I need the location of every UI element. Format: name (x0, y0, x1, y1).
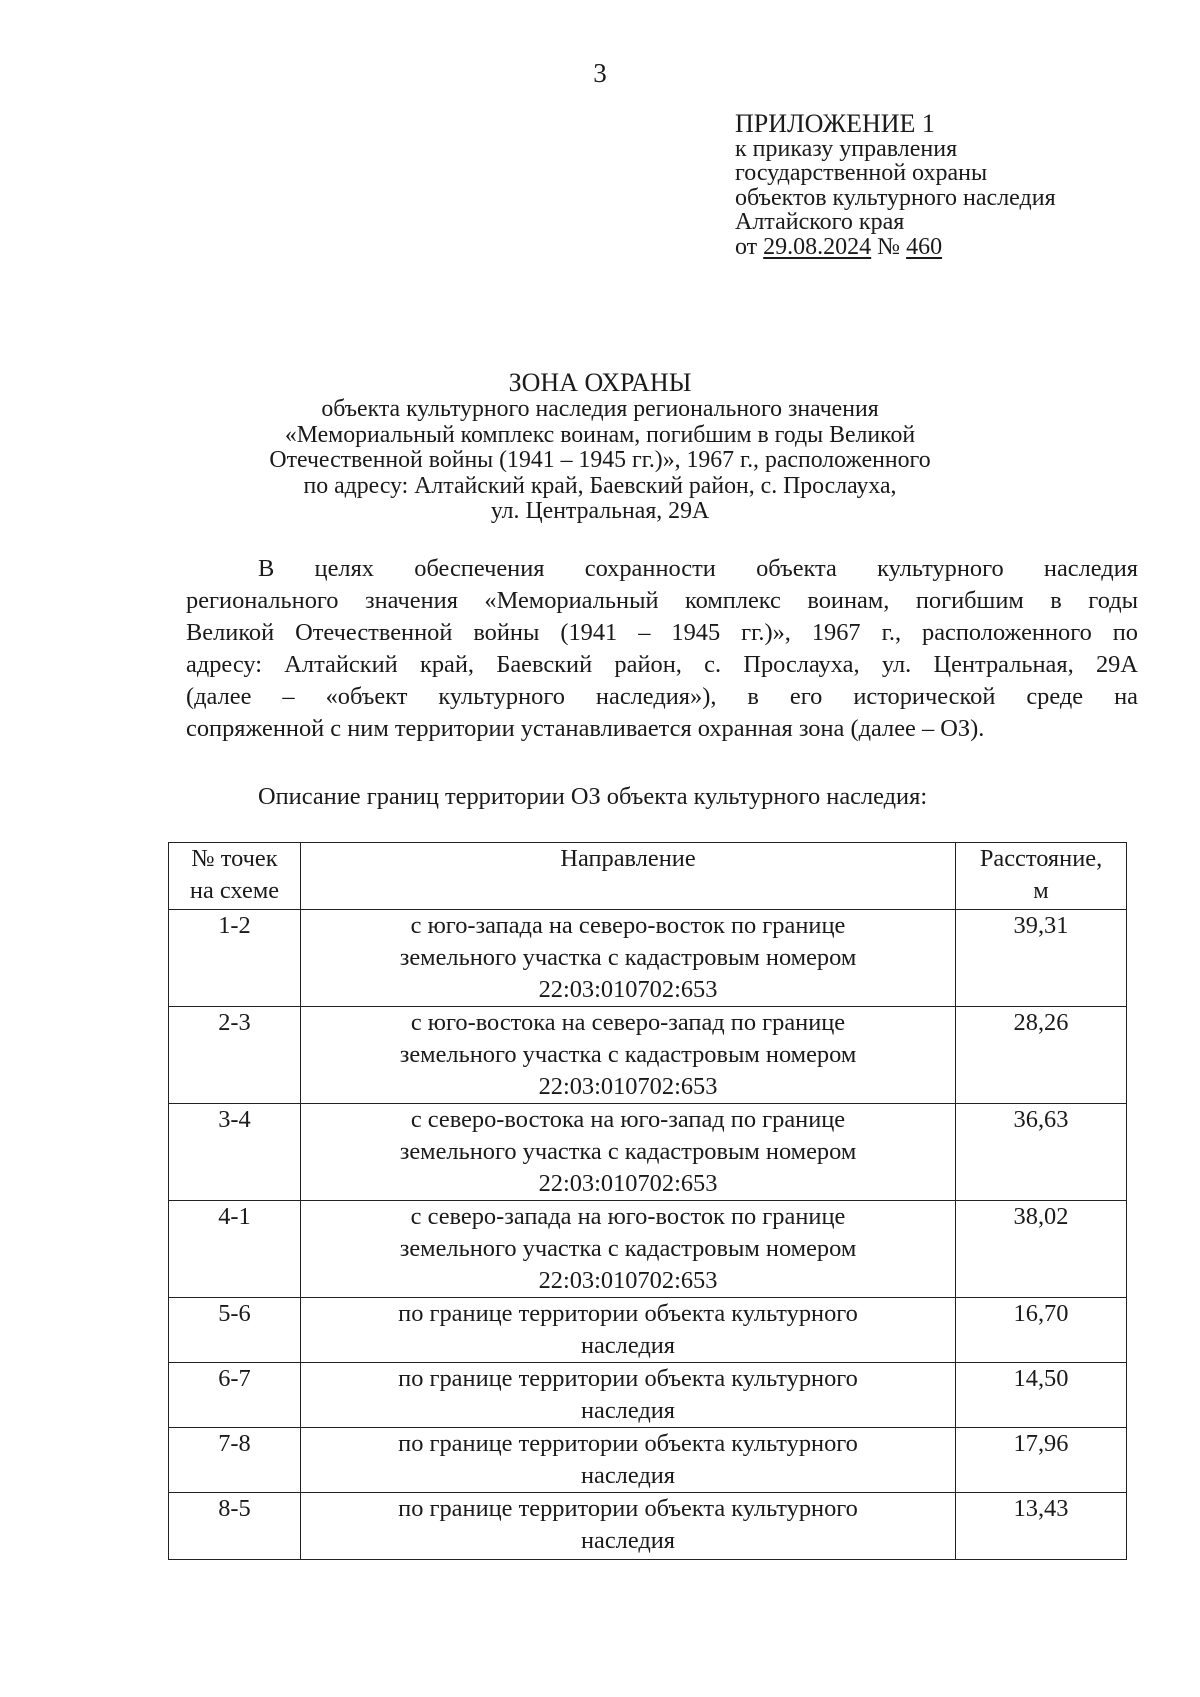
header-distance (956, 843, 1127, 910)
cell-distance: 28,26 (956, 1007, 1127, 1104)
cell-points: 3-4 (169, 1104, 301, 1201)
paragraph-line: регионального значения «Мемориальный комплекс воинам, погибшим в годы (186, 587, 1138, 614)
order-number: 460 (906, 233, 943, 260)
header-distance-line1: Расстояние, (979, 845, 1103, 872)
table-row (169, 1493, 1127, 1560)
cell-distance: 16,70 (956, 1298, 1127, 1363)
header-points-line2: на схеме (189, 877, 280, 904)
appendix-line: к приказу управления (735, 135, 958, 162)
table-caption: Описание границ территории ОЗ объекта культурного наследия: (258, 783, 928, 810)
cell-points: 5-6 (169, 1298, 301, 1363)
cell-direction: с юго-запада на северо-восток по границе земельного участка с кадастровым номером 22:03:010702:653 (301, 910, 956, 1007)
paragraph-line: сопряженной с ним территории устанавливается охранная зона (далее – ОЗ). (186, 715, 985, 742)
cell-direction: по границе территории объекта культурного наследия (301, 1493, 956, 1560)
appendix-line: государственной охраны (735, 160, 988, 186)
cell-direction: по границе территории объекта культурного наследия (301, 1428, 956, 1493)
table-row (169, 910, 1127, 1007)
header-points (169, 843, 301, 910)
table-row (169, 1007, 1127, 1104)
order-date: 29.08.2024 (763, 233, 872, 260)
body-paragraph (186, 553, 1138, 745)
zone-subtitle-line: ул. Центральная, 29А (490, 498, 710, 525)
cell-points: 8-5 (169, 1493, 301, 1560)
zone-subtitle-line: по адресу: Алтайский край, Баевский район, с. Прослауха, (303, 472, 897, 499)
zone-subtitle-line: Отечественной войны (1941 – 1945 гг.)», 1967 г., расположенного (269, 447, 931, 474)
table-row (169, 1104, 1127, 1201)
order-date-line (735, 235, 1175, 260)
table-row (169, 1428, 1127, 1493)
cell-points: 7-8 (169, 1428, 301, 1493)
cell-distance: 38,02 (956, 1201, 1127, 1298)
cell-direction: с северо-востока на юго-запад по границе земельного участка с кадастровым номером 22:03:010702:653 (301, 1104, 956, 1201)
zone-title: ЗОНА ОХРАНЫ (508, 368, 692, 397)
cell-distance: 39,31 (956, 910, 1127, 1007)
table-header-row (169, 843, 1127, 910)
header-direction: Направление (301, 843, 956, 910)
number-sign: № (871, 233, 907, 260)
cell-distance: 14,50 (956, 1363, 1127, 1428)
cell-distance: 17,96 (956, 1428, 1127, 1493)
table-row (169, 1363, 1127, 1428)
cell-points: 2-3 (169, 1007, 301, 1104)
cell-direction: по границе территории объекта культурного наследия (301, 1363, 956, 1428)
cell-direction: с юго-востока на северо-запад по границе земельного участка с кадастровым номером 22:03:010702:653 (301, 1007, 956, 1104)
zone-subtitle-line: объекта культурного наследия регионального значения (321, 396, 879, 422)
table-row (169, 1298, 1127, 1363)
cell-distance: 13,43 (956, 1493, 1127, 1560)
boundary-table (168, 842, 1127, 1560)
cell-points: 1-2 (169, 910, 301, 1007)
paragraph-line: адресу: Алтайский край, Баевский район, с. Прослауха, ул. Центральная, 29А (186, 651, 1138, 678)
zone-subtitle-line: «Мемориальный комплекс воинам, погибшим в годы Великой (284, 421, 916, 448)
cell-points: 4-1 (169, 1201, 301, 1298)
paragraph-line: (далее – «объект культурного наследия»), в его исторической среде на (186, 683, 1138, 710)
appendix-line: Алтайского края (735, 209, 905, 235)
cell-distance: 36,63 (956, 1104, 1127, 1201)
cell-points: 6-7 (169, 1363, 301, 1428)
zone-subtitle (180, 397, 1020, 525)
appendix-line: объектов культурного наследия (735, 184, 1056, 211)
header-points-line1: № точек (191, 845, 278, 872)
cell-direction: по границе территории объекта культурного наследия (301, 1298, 956, 1363)
paragraph-line: Великой Отечественной войны (1941 – 1945 гг.)», 1967 г., расположенного по (186, 619, 1138, 646)
header-distance-line2: м (1033, 877, 1049, 904)
date-prefix: от (735, 233, 764, 260)
appendix-title: ПРИЛОЖЕНИЕ 1 (735, 109, 935, 138)
appendix-block (735, 109, 1175, 260)
page-number: 3 (593, 58, 607, 88)
cell-direction: с северо-запада на юго-восток по границе земельного участка с кадастровым номером 22:03:010702:653 (301, 1201, 956, 1298)
table-row (169, 1201, 1127, 1298)
paragraph-line: В целях обеспечения сохранности объекта культурного наследия (258, 555, 1138, 582)
